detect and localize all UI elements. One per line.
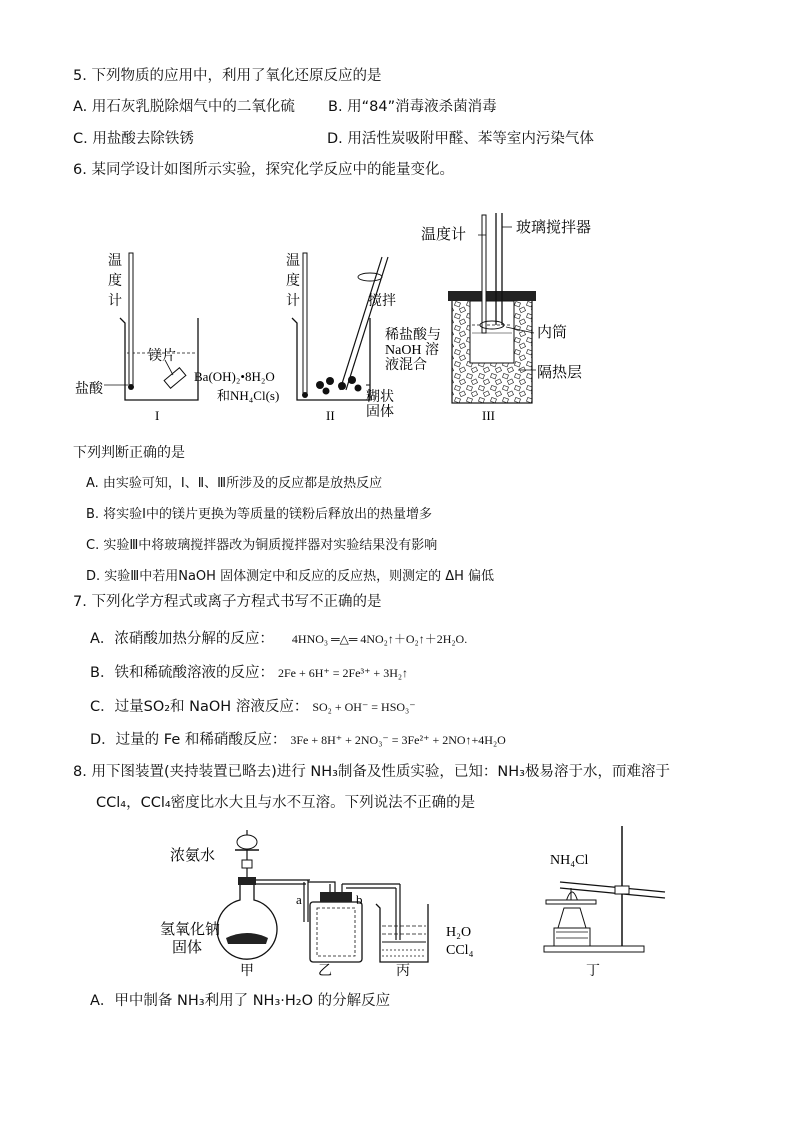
mix-line3: 液混合 xyxy=(385,358,427,373)
naoh-line1: 氢氧化钠 xyxy=(160,922,221,938)
h2o-label: H₂O xyxy=(446,925,472,940)
q6-figure xyxy=(70,205,630,430)
q7-option-c xyxy=(90,697,416,717)
q7-b-equation: 2Fe + 6H⁺ = 2Fe³⁺ + 3H₂↑ xyxy=(277,666,409,680)
q7-d-equation: 3Fe + 8H⁺ + 2NO₃⁻ = 3Fe²⁺ + 2NO↑+4H₂O xyxy=(290,733,506,747)
thermo2-char1: 温 xyxy=(286,254,300,269)
q6-judge: 下列判断正确的是 xyxy=(73,445,185,461)
q6-option-c: C. 实验Ⅲ中将玻璃搅拌器改为铜质搅拌器对实验结果没有影响 xyxy=(86,538,438,553)
q7-c-equation: SO₂ + OH⁻ = HSO₃⁻ xyxy=(312,700,416,714)
hcl-label: 盐酸 xyxy=(75,382,103,397)
q7-option-b xyxy=(90,663,408,683)
q5-option-b: B. 用“84”消毒液杀菌消毒 xyxy=(328,99,497,115)
reagent-a: Ba(OH)₂•8H₂O xyxy=(194,369,275,384)
label-bing: 丙 xyxy=(396,964,410,979)
inner-label: 内筒 xyxy=(537,325,568,341)
q8-stem: 8. 用下图装置(夹持装置已略去)进行 NH₃制备及性质实验，已知：NH₃极易溶于水，而难溶于 xyxy=(73,764,670,780)
q8-option-a: A．甲中制备 NH₃利用了 NH₃·H₂O 的分解反应 xyxy=(90,993,391,1009)
paste-1: 糊状 xyxy=(366,390,394,405)
q6-option-b: B. 将实验Ⅰ中的镁片更换为等质量的镁粉后释放出的热量增多 xyxy=(86,507,433,522)
label-jia: 甲 xyxy=(240,964,254,979)
q7-option-a xyxy=(90,629,467,649)
stir-label: 搅拌 xyxy=(368,294,396,309)
q7-a-text: A．浓硝酸加热分解的反应： xyxy=(90,631,274,647)
naoh-line2: 固体 xyxy=(172,940,203,956)
label-II: II xyxy=(326,408,335,423)
q7-stem: 7. 下列化学方程式或离子方程式书写不正确的是 xyxy=(73,594,382,610)
ccl4-label: CCl₄ xyxy=(446,943,474,958)
beaker-bing xyxy=(376,904,428,962)
insul-label: 隔热层 xyxy=(537,365,583,381)
q6-option-a: A. 由实验可知，Ⅰ、Ⅱ、Ⅲ所涉及的反应都是放热反应 xyxy=(86,476,383,491)
bottle-yi xyxy=(304,880,400,962)
label-ding: 丁 xyxy=(586,964,600,979)
conc-ammonia-label: 浓氨水 xyxy=(170,848,216,864)
reagent-b: 和NH₄Cl(s) xyxy=(217,388,280,403)
q6-option-d: D. 实验Ⅲ中若用NaOH 固体测定中和反应的反应热，则测定的 ΔH 偏低 xyxy=(86,569,495,584)
thermo2-char3: 计 xyxy=(286,294,300,309)
label-I: I xyxy=(155,408,160,423)
q5-option-c: C. 用盐酸去除铁锈 xyxy=(73,131,194,147)
port-a: a xyxy=(296,892,302,907)
beaker-2 xyxy=(292,253,388,400)
port-b: b xyxy=(356,892,363,907)
mix-line2: NaOH 溶 xyxy=(385,343,440,358)
label-yi: 乙 xyxy=(318,964,332,979)
q7-option-d xyxy=(90,730,506,750)
q7-c-text: C．过量SO₂和 NaOH 溶液反应： xyxy=(90,699,309,715)
label-III: III xyxy=(482,408,495,423)
q7-b-text: B．铁和稀硫酸溶液的反应： xyxy=(90,665,274,681)
paste-2: 固体 xyxy=(366,405,394,420)
thermo2-char2: 度 xyxy=(286,274,300,289)
q7-d-text: D．过量的 Fe 和稀硝酸反应： xyxy=(90,732,287,748)
q7-a-equation: 4HNO₃ ═△═ 4NO₂↑＋O₂↑＋2H₂O. xyxy=(291,632,468,646)
q6-stem: 6. 某同学设计如图所示实验，探究化学反应中的能量变化。 xyxy=(73,162,454,178)
thermo1-char3: 计 xyxy=(108,294,122,309)
q5-option-a: A. 用石灰乳脱除烟气中的二氧化硫 xyxy=(73,99,295,115)
q5-option-d: D. 用活性炭吸附甲醛、苯等室内污染气体 xyxy=(327,131,594,147)
thermo1-char1: 温 xyxy=(108,254,122,269)
q5-stem: 5. 下列物质的应用中，利用了氧化还原反应的是 xyxy=(73,68,382,84)
mg-label: 镁片 xyxy=(148,349,176,364)
apparatus-ding xyxy=(544,826,665,952)
mix-line1: 稀盐酸与 xyxy=(385,328,441,343)
thermo3-label: 温度计 xyxy=(421,227,467,243)
stirrer3-label: 玻璃搅拌器 xyxy=(516,220,592,236)
q8-stem-2: CCl₄，CCl₄密度比水大且与水不互溶。下列说法不正确的是 xyxy=(96,795,476,811)
thermo1-char2: 度 xyxy=(108,274,122,289)
nh4cl-label: NH₄Cl xyxy=(550,853,589,868)
q8-figure xyxy=(160,822,680,982)
